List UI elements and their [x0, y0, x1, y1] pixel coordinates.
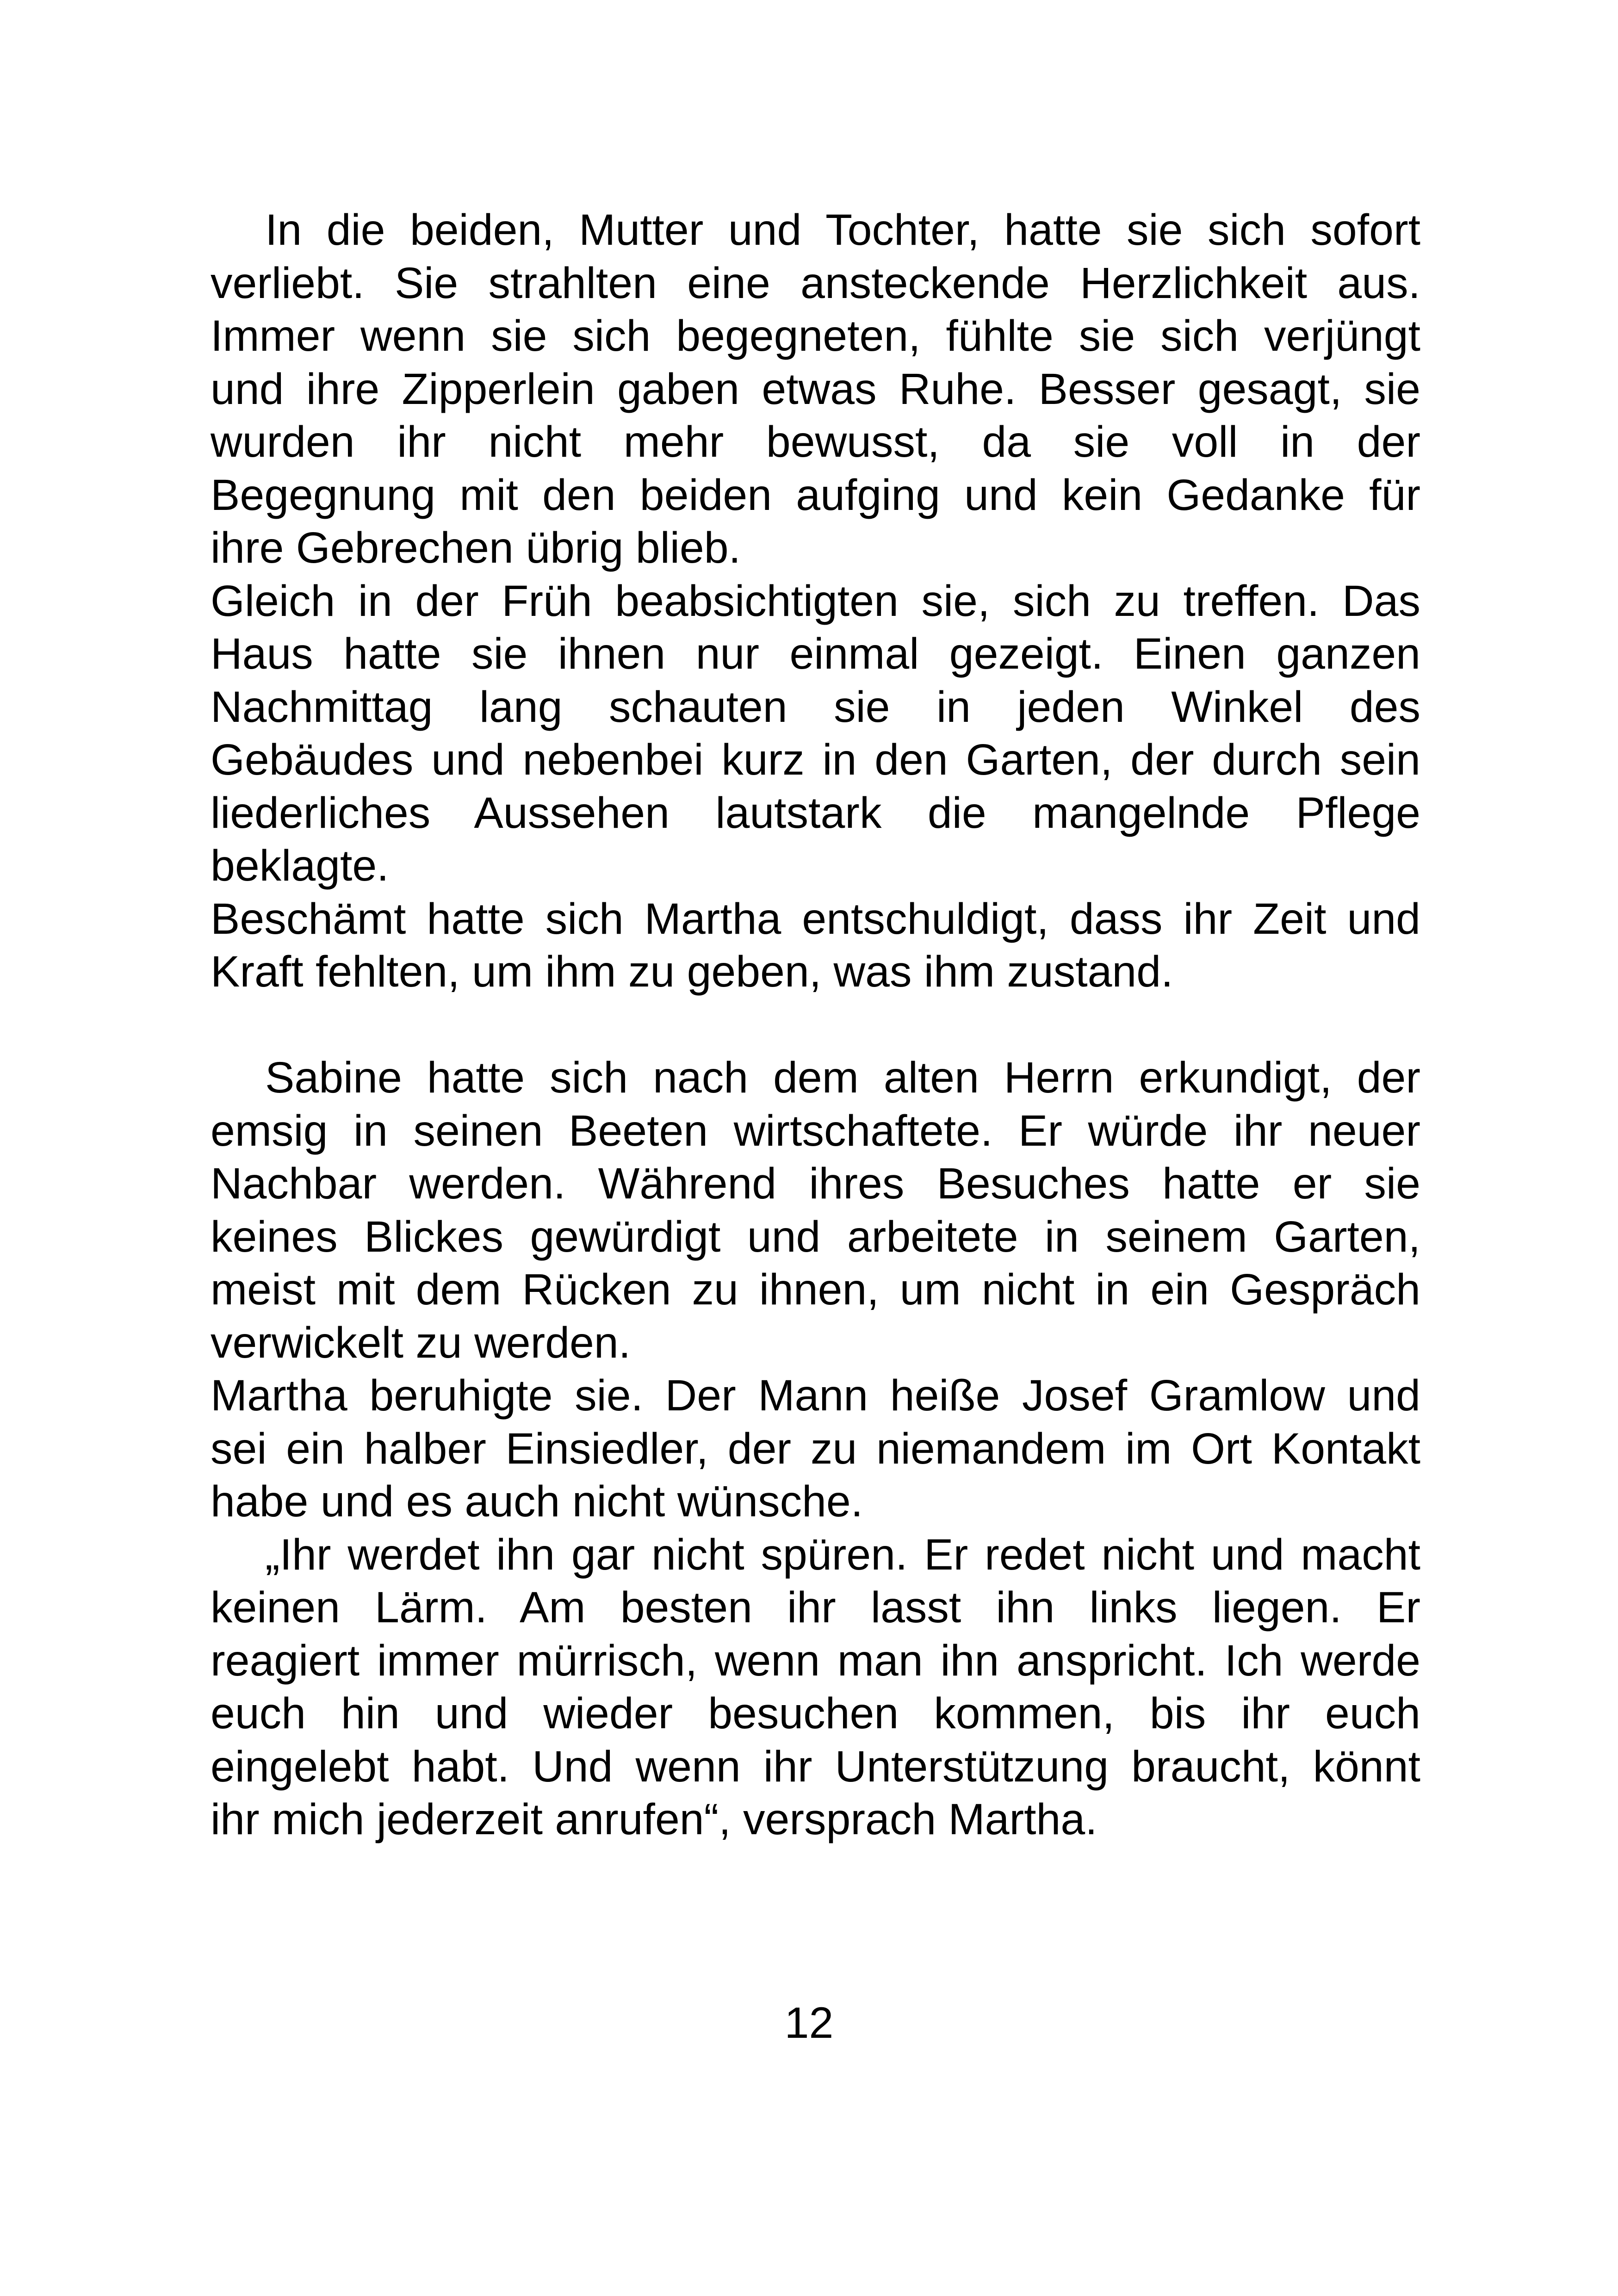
text-line: euch hin und wieder besuchen kommen, bis ihr euch — [211, 1689, 1420, 1738]
text-line: In die beiden, Mutter und Tochter, hatte sie sich sofort — [265, 205, 1420, 254]
paragraph-spacer — [211, 999, 1420, 1052]
text-line: „Ihr werdet ihn gar nicht spüren. Er redet nicht und macht — [265, 1530, 1420, 1579]
text-line: verwickelt zu werden. — [211, 1318, 631, 1367]
text-line: beklagte. — [211, 841, 389, 890]
text-line: liederliches Aussehen lautstark die mangelnde Pflege — [211, 788, 1420, 838]
text-line: Martha beruhigte sie. Der Mann heiße Josef Gramlow und — [211, 1371, 1420, 1420]
text-line: meist mit dem Rücken zu ihnen, um nicht in ein Gespräch — [211, 1265, 1420, 1314]
text-line: Gebäudes und nebenbei kurz in den Garten, der durch sein — [211, 735, 1420, 784]
page-number: 12 — [784, 1998, 834, 2048]
text-line: ihr mich jederzeit anrufen“, versprach Martha. — [211, 1795, 1097, 1844]
text-line: verliebt. Sie strahlten eine ansteckende Herzlichkeit aus. — [211, 258, 1420, 308]
paragraph-4 — [211, 1051, 1420, 1369]
text-line: Kraft fehlten, um ihm zu geben, was ihm zustand. — [211, 947, 1173, 996]
paragraph-6 — [211, 1528, 1420, 1846]
text-line: sei ein halber Einsiedler, der zu niemandem im Ort Kontakt — [211, 1424, 1420, 1473]
text-line: Nachbar werden. Während ihres Besuches hatte er sie — [211, 1159, 1420, 1208]
text-line: und ihre Zipperlein gaben etwas Ruhe. Besser gesagt, sie — [211, 364, 1420, 414]
text-line: ihre Gebrechen übrig blieb. — [211, 523, 741, 572]
text-line: Haus hatte sie ihnen nur einmal gezeigt. Einen ganzen — [211, 629, 1420, 678]
text-line: Sabine hatte sich nach dem alten Herrn erkundigt, der — [265, 1053, 1420, 1102]
paragraph-5 — [211, 1369, 1420, 1528]
paragraph-3 — [211, 893, 1420, 999]
text-line: emsig in seinen Beeten wirtschaftete. Er würde ihr neuer — [211, 1106, 1420, 1155]
text-line: keinen Lärm. Am besten ihr lasst ihn links liegen. Er — [211, 1583, 1420, 1632]
text-line: keines Blickes gewürdigt und arbeitete in seinem Garten, — [211, 1212, 1420, 1261]
text-line: habe und es auch nicht wünsche. — [211, 1477, 863, 1526]
paragraph-1 — [211, 204, 1420, 575]
text-line: Immer wenn sie sich begegneten, fühlte sie sich verjüngt — [211, 311, 1420, 360]
text-line: wurden ihr nicht mehr bewusst, da sie voll in der — [211, 417, 1420, 466]
body-text — [211, 204, 1420, 1846]
text-line: Begegnung mit den beiden aufging und kein Gedanke für — [211, 470, 1420, 520]
text-line: Beschämt hatte sich Martha entschuldigt, dass ihr Zeit und — [211, 894, 1420, 943]
paragraph-2 — [211, 575, 1420, 893]
text-line: Nachmittag lang schauten sie in jeden Winkel des — [211, 682, 1420, 732]
text-line: reagiert immer mürrisch, wenn man ihn anspricht. Ich werde — [211, 1636, 1420, 1685]
text-line: eingelebt habt. Und wenn ihr Unterstützung braucht, könnt — [211, 1742, 1420, 1791]
text-line: Gleich in der Früh beabsichtigten sie, sich zu treffen. Das — [211, 576, 1420, 626]
